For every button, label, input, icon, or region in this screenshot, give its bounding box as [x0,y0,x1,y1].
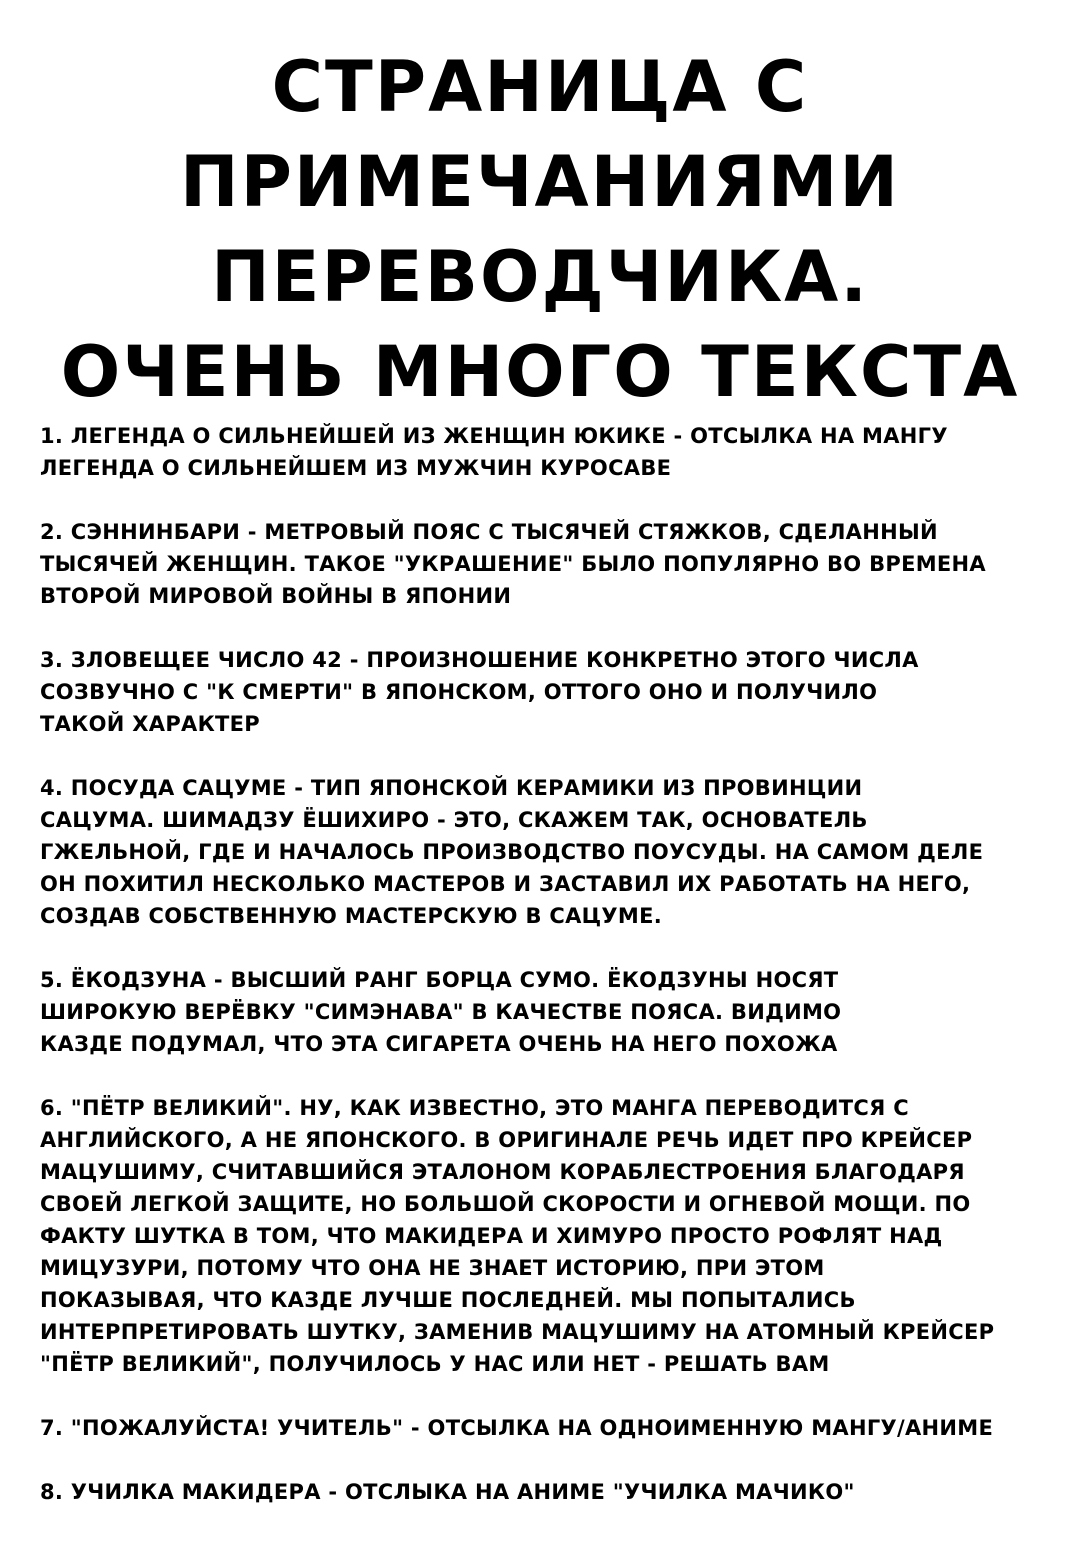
note-line: МАЦУШИМУ, СЧИТАВШИЙСЯ ЭТАЛОНОМ КОРАБЛЕСТРОЕНИЯ БЛАГОДАРЯ [40,1160,965,1184]
note-item-1 [40,420,1050,484]
note-line: "ПЁТР ВЕЛИКИЙ", ПОЛУЧИЛОСЬ У НАС ИЛИ НЕТ - РЕШАТЬ ВАМ [40,1352,830,1376]
note-line: 2. СЭННИНБАРИ - МЕТРОВЫЙ ПОЯС С ТЫСЯЧЕЙ СТЯЖКОВ, СДЕЛАННЫЙ [40,520,938,544]
title-line: ПЕРЕВОДЧИКА. [211,236,869,318]
note-item-4 [40,772,1050,932]
title-line: СТРАНИЦА С [271,46,809,128]
title-line: ОЧЕНЬ МНОГО ТЕКСТА [60,331,1020,413]
note-line: КАЗДЕ ПОДУМАЛ, ЧТО ЭТА СИГАРЕТА ОЧЕНЬ НА НЕГО ПОХОЖА [40,1032,838,1056]
note-line: ИНТЕРПРЕТИРОВАТЬ ШУТКУ, ЗАМЕНИВ МАЦУШИМУ НА АТОМНЫЙ КРЕЙСЕР [40,1320,995,1344]
note-line: ГЖЕЛЬНОЙ, ГДЕ И НАЧАЛОСЬ ПРОИЗВОДСТВО ПОУСУДЫ. НА САМОМ ДЕЛЕ [40,840,984,864]
note-line: 1. ЛЕГЕНДА О СИЛЬНЕЙШЕЙ ИЗ ЖЕНЩИН ЮКИКЕ - ОТСЫЛКА НА МАНГУ [40,424,948,448]
note-line: 3. ЗЛОВЕЩЕЕ ЧИСЛО 42 - ПРОИЗНОШЕНИЕ КОНКРЕТНО ЭТОГО ЧИСЛА [40,648,919,672]
note-line: ТАКОЙ ХАРАКТЕР [40,712,260,736]
note-item-2 [40,516,1050,612]
note-line: САЦУМА. ШИМАДЗУ ЁШИХИРО - ЭТО, СКАЖЕМ ТАК, ОСНОВАТЕЛЬ [40,808,868,832]
title-line: ПРИМЕЧАНИЯМИ [179,141,900,223]
note-line: МИЦУЗУРИ, ПОТОМУ ЧТО ОНА НЕ ЗНАЕТ ИСТОРИЮ, ПРИ ЭТОМ [40,1256,825,1280]
note-line: ШИРОКУЮ ВЕРЁВКУ "СИМЭНАВА" В КАЧЕСТВЕ ПОЯСА. ВИДИМО [40,1000,842,1024]
note-item-5 [40,964,1050,1060]
page-title [0,40,1080,420]
note-line: ТЫСЯЧЕЙ ЖЕНЩИН. ТАКОЕ "УКРАШЕНИЕ" БЫЛО ПОПУЛЯРНО ВО ВРЕМЕНА [40,552,986,576]
note-line: 8. УЧИЛКА МАКИДЕРА - ОТСЛЫКА НА АНИМЕ "УЧИЛКА МАЧИКО" [40,1480,855,1504]
note-item-8 [40,1476,1050,1508]
note-line: ФАКТУ ШУТКА В ТОМ, ЧТО МАКИДЕРА И ХИМУРО ПРОСТО РОФЛЯТ НАД [40,1224,943,1248]
note-item-3 [40,644,1050,740]
note-line: 6. "ПЁТР ВЕЛИКИЙ". НУ, КАК ИЗВЕСТНО, ЭТО МАНГА ПЕРЕВОДИТСЯ С [40,1096,909,1120]
note-line: ВТОРОЙ МИРОВОЙ ВОЙНЫ В ЯПОНИИ [40,584,512,608]
note-line: 7. "ПОЖАЛУЙСТА! УЧИТЕЛЬ" - ОТСЫЛКА НА ОДНОИМЕННУЮ МАНГУ/АНИМЕ [40,1416,994,1440]
note-line: ПОКАЗЫВАЯ, ЧТО КАЗДЕ ЛУЧШЕ ПОСЛЕДНЕЙ. МЫ ПОПЫТАЛИСЬ [40,1288,856,1312]
note-item-7 [40,1412,1050,1444]
note-line: СОЗВУЧНО С "К СМЕРТИ" В ЯПОНСКОМ, ОТТОГО ОНО И ПОЛУЧИЛО [40,680,878,704]
note-line: ОН ПОХИТИЛ НЕСКОЛЬКО МАСТЕРОВ И ЗАСТАВИЛ ИХ РАБОТАТЬ НА НЕГО, [40,872,971,896]
note-line: 4. ПОСУДА САЦУМЕ - ТИП ЯПОНСКОЙ КЕРАМИКИ ИЗ ПРОВИНЦИИ [40,776,863,800]
notes-list [40,420,1050,1540]
note-line: 5. ЁКОДЗУНА - ВЫСШИЙ РАНГ БОРЦА СУМО. ЁКОДЗУНЫ НОСЯТ [40,968,839,992]
note-line: АНГЛИЙСКОГО, А НЕ ЯПОНСКОГО. В ОРИГИНАЛЕ РЕЧЬ ИДЕТ ПРО КРЕЙСЕР [40,1128,973,1152]
note-line: ЛЕГЕНДА О СИЛЬНЕЙШЕМ ИЗ МУЖЧИН КУРОСАВЕ [40,456,672,480]
note-item-6 [40,1092,1050,1380]
note-line: СОЗДАВ СОБСТВЕННУЮ МАСТЕРСКУЮ В САЦУМЕ. [40,904,663,928]
note-line: СВОЕЙ ЛЕГКОЙ ЗАЩИТЕ, НО БОЛЬШОЙ СКОРОСТИ И ОГНЕВОЙ МОЩИ. ПО [40,1192,971,1216]
